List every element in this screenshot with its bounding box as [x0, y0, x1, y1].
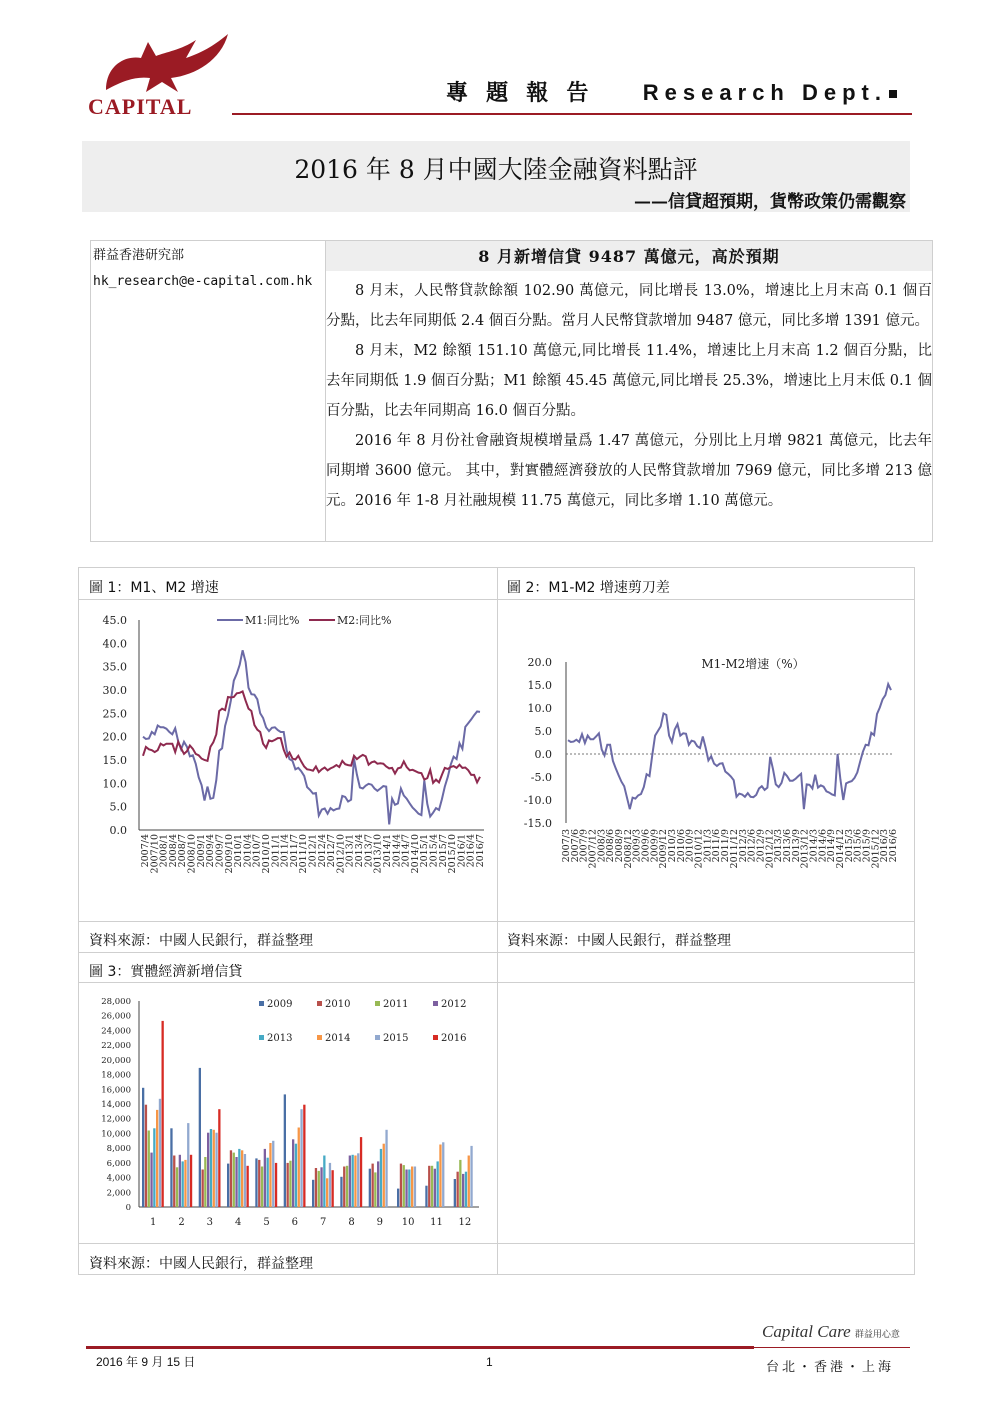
x-tick-label: 2008/9 — [614, 829, 626, 863]
section-headline: 8 月新增信貸 9487 萬億元，高於預期 — [326, 241, 932, 271]
legend-swatch — [259, 1001, 264, 1006]
x-tick-label: 2009/3 — [631, 829, 643, 863]
fig1-caption: 圖 1：M1、M2 增速 — [89, 580, 219, 596]
footer-date: 2016 年 9 月 15 日 — [96, 1355, 196, 1369]
x-tick-label: 2009/6 — [640, 829, 652, 863]
x-tick-label: 2009/7 — [214, 834, 226, 868]
x-tick-label: 2014/10 — [409, 834, 421, 874]
bar-2011-4 — [233, 1153, 235, 1207]
bar-2015-11 — [442, 1142, 444, 1207]
bar-2010-1 — [145, 1105, 147, 1207]
x-tick-label: 2011/4 — [279, 834, 291, 868]
legend-label: 2014 — [325, 1033, 351, 1044]
legend-label: 2012 — [441, 999, 467, 1010]
x-tick-label: 2011/1 — [270, 834, 282, 868]
bar-2014-8 — [354, 1156, 356, 1208]
x-tick-label: 2012/10 — [335, 834, 347, 874]
legend-label: 2016 — [441, 1033, 467, 1044]
new-credit-bar-chart — [79, 983, 497, 1243]
legend-label: 2015 — [383, 1033, 409, 1044]
bar-2014-1 — [156, 1110, 158, 1207]
x-tick-label: 2012/4 — [316, 834, 328, 868]
bar-2010-8 — [343, 1167, 345, 1208]
x-tick-label: 2010/4 — [242, 834, 254, 868]
bar-2014-10 — [411, 1167, 413, 1208]
bar-2014-3 — [213, 1130, 215, 1207]
m1-m2-growth-chart — [79, 600, 497, 920]
bar-2012-10 — [405, 1170, 407, 1208]
y-tick-label: 24,000 — [101, 1026, 131, 1037]
x-tick-label: 2013/9 — [790, 829, 802, 863]
bar-2016-4 — [247, 1166, 249, 1207]
bar-2009-5 — [255, 1158, 257, 1207]
x-tick-label: 2014/3 — [808, 829, 820, 863]
bar-2015-6 — [300, 1109, 302, 1207]
x-tick-label: 2015/10 — [447, 834, 459, 874]
bar-2013-9 — [380, 1149, 382, 1207]
bar-2013-3 — [210, 1129, 212, 1207]
x-tick-label: 1 — [149, 1217, 157, 1228]
y-tick-label: 5.0 — [534, 725, 552, 738]
footer-rule — [86, 1346, 754, 1349]
x-tick-label: 2016/4 — [465, 834, 477, 868]
logo-wordmark: CAPITAL — [88, 94, 193, 119]
x-tick-label: 2014/9 — [826, 829, 838, 863]
x-tick-label: 5 — [263, 1217, 270, 1228]
bar-2009-12 — [454, 1179, 456, 1207]
x-tick-label: 2014/4 — [391, 834, 403, 868]
bar-2014-6 — [298, 1128, 300, 1208]
x-tick-label: 4 — [234, 1217, 242, 1228]
bar-2010-11 — [428, 1166, 430, 1207]
x-tick-label: 2012/6 — [746, 829, 758, 863]
y-tick-label: 15.0 — [527, 679, 552, 692]
legend-label: 2011 — [383, 999, 409, 1010]
y-tick-label: 40.0 — [102, 637, 127, 651]
x-tick-label: 2015/3 — [843, 829, 855, 863]
y-tick-label: 0 — [125, 1203, 131, 1213]
x-tick-label: 2007/12 — [587, 829, 599, 869]
x-tick-label: 2013/4 — [354, 834, 366, 868]
x-tick-label: 12 — [458, 1217, 472, 1228]
bar-2012-5 — [264, 1149, 266, 1207]
x-tick-label: 2010/6 — [675, 829, 687, 863]
bar-2010-5 — [258, 1160, 260, 1207]
bar-2015-8 — [357, 1153, 359, 1207]
brand-name: Capital Care — [762, 1322, 851, 1341]
paragraph: 2016 年 8 月份社會融資規模增量爲 1.47 萬億元，分別比上月增 9821 萬億元，比去年同期增 3600 億元。 其中，對實體經濟發放的人民幣貸款增加 7969 億元，同比多增 213 億元。2016 年 1-8 月社融規模 11.75 萬億元，同比多增 1.10 萬億元。 — [326, 433, 932, 509]
figure-grid — [78, 567, 915, 1275]
x-tick-label: 2011/7 — [288, 834, 300, 868]
y-tick-label: 14,000 — [101, 1100, 131, 1110]
footer-cities: 台北・香港・上海 — [766, 1360, 895, 1375]
x-tick-label: 2011/10 — [298, 834, 310, 874]
x-tick-label: 2013/10 — [372, 834, 384, 874]
x-tick-label: 2010/7 — [251, 834, 263, 868]
x-tick-label: 2011/9 — [720, 829, 732, 863]
bar-2011-8 — [346, 1166, 348, 1207]
bar-2012-12 — [462, 1174, 464, 1207]
bar-2015-10 — [414, 1167, 416, 1208]
bar-2012-9 — [377, 1161, 379, 1207]
bar-2011-3 — [204, 1157, 206, 1207]
legend-swatch — [433, 1001, 438, 1006]
square-icon — [889, 90, 897, 98]
y-tick-label: 4,000 — [106, 1173, 131, 1184]
legend-swatch — [259, 1035, 264, 1040]
series-line-M1:同比% — [143, 650, 480, 824]
bar-2010-10 — [400, 1164, 402, 1207]
bar-2012-4 — [235, 1157, 237, 1207]
x-tick-label: 2016/1 — [456, 834, 468, 868]
x-tick-label: 2009/9 — [649, 829, 661, 863]
x-tick-label: 2008/3 — [596, 829, 608, 863]
author-panel — [91, 241, 326, 541]
x-tick-label: 2010/10 — [260, 834, 272, 874]
x-tick-label: 2010/12 — [693, 829, 705, 869]
x-tick-label: 2015/9 — [861, 829, 873, 863]
bar-2012-6 — [292, 1139, 294, 1207]
legend-label: 2009 — [267, 999, 293, 1010]
bar-2016-3 — [218, 1109, 220, 1207]
x-tick-label: 9 — [376, 1217, 384, 1228]
x-tick-label: 2012/3 — [737, 829, 749, 863]
bar-2011-10 — [403, 1165, 405, 1207]
footer-brand — [762, 1322, 900, 1342]
bar-2009-6 — [284, 1094, 286, 1207]
x-tick-label: 2009/1 — [195, 834, 207, 868]
x-tick-label: 2011/6 — [711, 829, 723, 863]
y-tick-label: 35.0 — [102, 660, 127, 674]
x-tick-label: 2015/1 — [419, 834, 431, 868]
legend-swatch — [375, 1035, 380, 1040]
bar-2009-4 — [227, 1164, 229, 1207]
x-tick-label: 2016/7 — [475, 834, 486, 868]
legend-swatch — [317, 1035, 322, 1040]
bar-2011-6 — [289, 1161, 291, 1207]
y-tick-label: 22,000 — [101, 1041, 131, 1052]
y-tick-label: 20,000 — [101, 1055, 131, 1066]
legend-label: 2013 — [267, 1033, 293, 1044]
bar-2010-4 — [230, 1150, 232, 1207]
bar-2016-1 — [162, 1021, 164, 1207]
x-tick-label: 2 — [178, 1217, 185, 1228]
bar-2011-11 — [431, 1166, 433, 1207]
bar-2009-7 — [312, 1180, 314, 1207]
bar-2016-8 — [360, 1137, 362, 1207]
bar-2010-6 — [287, 1163, 289, 1207]
x-tick-label: 2014/1 — [381, 834, 393, 868]
page-number: 1 — [486, 1355, 493, 1369]
bar-2012-7 — [320, 1167, 322, 1207]
legend-swatch — [375, 1001, 380, 1006]
x-tick-label: 2008/4 — [167, 834, 179, 868]
bar-2012-11 — [434, 1169, 436, 1207]
bar-2010-2 — [173, 1156, 175, 1208]
x-tick-label: 6 — [291, 1217, 299, 1228]
bar-2013-6 — [295, 1144, 297, 1207]
y-tick-label: 12,000 — [101, 1114, 131, 1125]
y-tick-label: 16,000 — [101, 1085, 131, 1096]
x-tick-label: 2012/9 — [755, 829, 767, 863]
y-tick-label: -5.0 — [530, 771, 552, 784]
legend-swatch — [317, 1001, 322, 1006]
bar-2013-12 — [465, 1172, 467, 1207]
x-tick-label: 7 — [319, 1217, 327, 1228]
x-tick-label: 11 — [430, 1217, 443, 1228]
x-tick-label: 2008/12 — [622, 829, 634, 869]
x-tick-label: 2014/12 — [834, 829, 846, 869]
x-tick-label: 2012/1 — [307, 834, 319, 868]
x-tick-label: 2013/7 — [363, 834, 375, 868]
legend-swatch — [433, 1035, 438, 1040]
fig2-caption: 圖 2：M1-M2 增速剪刀差 — [507, 580, 670, 596]
paragraph: 8 月末，人民幣貸款餘額 102.90 萬億元，同比增長 13.0%，增速比上月末高 0.1 個百分點，比去年同期低 2.4 個百分點。當月人民幣貸款增加 9487 億元，同比多增 1391 億元。 — [326, 283, 932, 329]
bar-2014-4 — [241, 1150, 243, 1207]
bar-2013-5 — [267, 1158, 269, 1207]
x-tick-label: 2014/7 — [400, 834, 412, 868]
bar-2011-12 — [459, 1160, 461, 1207]
bar-2012-3 — [207, 1133, 209, 1207]
y-tick-label: 5.0 — [109, 800, 127, 814]
x-tick-label: 2007/6 — [569, 829, 581, 863]
title-block — [82, 141, 910, 212]
y-tick-label: 30.0 — [102, 684, 127, 697]
legend-label: 2010 — [325, 999, 351, 1010]
x-tick-label: 2013/1 — [344, 834, 356, 868]
y-tick-label: 20.0 — [527, 656, 552, 669]
x-tick-label: 2008/1 — [158, 834, 170, 868]
bar-2009-3 — [199, 1068, 201, 1207]
x-tick-label: 2011/3 — [702, 829, 714, 863]
bar-2013-8 — [352, 1155, 354, 1207]
bar-2015-4 — [244, 1154, 246, 1207]
author-email[interactable]: hk_research@e-capital.com.hk — [93, 274, 313, 289]
y-tick-label: 2,000 — [106, 1188, 131, 1199]
bar-2009-2 — [170, 1128, 172, 1207]
x-tick-label: 2013/6 — [781, 829, 793, 863]
bar-2009-9 — [369, 1169, 371, 1207]
x-tick-label: 2007/9 — [578, 829, 590, 863]
bar-2011-2 — [176, 1167, 178, 1207]
bar-2009-1 — [142, 1088, 144, 1207]
y-tick-label: 28,000 — [101, 997, 131, 1007]
x-tick-label: 8 — [348, 1217, 355, 1228]
bar-2014-9 — [383, 1144, 385, 1207]
bar-2010-7 — [315, 1168, 317, 1207]
bar-2016-5 — [275, 1163, 277, 1207]
bar-2015-12 — [470, 1146, 472, 1207]
bar-2010-9 — [372, 1164, 374, 1207]
y-tick-label: 0.0 — [534, 748, 552, 761]
bar-2009-8 — [340, 1177, 342, 1207]
series-line-M2:同比% — [143, 691, 480, 783]
bar-2015-5 — [272, 1141, 274, 1207]
x-tick-label: 2007/3 — [561, 829, 572, 863]
x-tick-label: 2008/6 — [605, 829, 617, 863]
bar-2013-11 — [437, 1161, 439, 1207]
bar-2012-1 — [150, 1153, 152, 1207]
y-tick-label: 25.0 — [102, 707, 127, 721]
y-tick-label: 10,000 — [101, 1129, 131, 1140]
x-tick-label: 2014/6 — [817, 829, 829, 863]
x-tick-label: 2007/10 — [149, 834, 161, 874]
y-tick-label: 20.0 — [102, 730, 127, 744]
summary-section — [90, 240, 933, 542]
bar-2014-2 — [184, 1160, 186, 1207]
y-tick-label: 26,000 — [101, 1011, 131, 1022]
y-tick-label: 45.0 — [102, 614, 127, 627]
page-title: 2016 年 8 月中國大陸金融資料點評 — [294, 155, 698, 184]
bar-2014-7 — [326, 1178, 328, 1207]
bar-2016-2 — [190, 1155, 192, 1207]
y-tick-label: 18,000 — [101, 1070, 131, 1081]
dept-en: Research Dept. — [642, 80, 887, 105]
y-tick-label: 0.0 — [109, 824, 127, 837]
author-department: 群益香港研究部 — [93, 248, 185, 263]
x-tick-label: 3 — [206, 1217, 214, 1228]
fig2-source: 資料來源：中國人民銀行，群益整理 — [507, 933, 731, 949]
eagle-icon — [106, 34, 228, 92]
x-tick-label: 2011/12 — [728, 829, 740, 869]
bar-2012-8 — [349, 1156, 351, 1208]
x-tick-label: 2010/9 — [684, 829, 696, 863]
fig3-caption: 圖 3：實體經濟新增信貸 — [89, 964, 243, 980]
bar-2016-6 — [303, 1105, 305, 1207]
x-tick-label: 2015/7 — [437, 834, 449, 868]
page-subtitle: ——信貸超預期，貨幣政策仍需觀察 — [634, 192, 906, 212]
y-tick-label: 6,000 — [106, 1158, 131, 1169]
bar-2012-2 — [179, 1155, 181, 1207]
legend-label: M1:同比% — [245, 614, 300, 627]
m1-m2-spread-chart — [498, 600, 914, 920]
dept-zh: 專 題 報 告 — [446, 80, 595, 105]
x-tick-label: 2015/4 — [428, 834, 440, 868]
chart-title: M1-M2增速（%） — [701, 657, 805, 671]
x-tick-label: 2010/3 — [667, 829, 679, 863]
bar-2015-7 — [329, 1163, 331, 1207]
bar-2015-1 — [159, 1099, 161, 1207]
x-tick-label: 2009/12 — [658, 829, 670, 869]
bar-2013-4 — [238, 1149, 240, 1207]
x-tick-label: 2013/3 — [773, 829, 785, 863]
bar-2009-11 — [425, 1186, 427, 1207]
bar-2011-7 — [318, 1171, 320, 1207]
series-line-spread — [568, 684, 891, 809]
brand-slogan: 群益用心意 — [854, 1330, 900, 1340]
y-tick-label: 10.0 — [102, 777, 127, 791]
y-tick-label: 10.0 — [527, 702, 552, 715]
bar-2015-9 — [385, 1130, 387, 1207]
y-tick-label: -10.0 — [523, 794, 552, 807]
x-tick-label: 2008/10 — [186, 834, 198, 874]
bar-2013-2 — [182, 1161, 184, 1207]
bar-2011-5 — [261, 1167, 263, 1208]
header-rule — [232, 113, 912, 115]
bar-2010-12 — [457, 1172, 459, 1207]
x-tick-label: 2010/1 — [233, 834, 245, 868]
footer-rule-thin — [754, 1347, 910, 1348]
x-tick-label: 2016/6 — [888, 829, 899, 863]
x-tick-label: 2012/12 — [764, 829, 776, 869]
x-tick-label: 2016/3 — [879, 829, 891, 863]
bar-2011-9 — [374, 1172, 376, 1207]
x-tick-label: 2015/12 — [870, 829, 882, 869]
bar-2010-3 — [202, 1170, 204, 1208]
bar-2014-5 — [269, 1143, 271, 1207]
bar-2015-3 — [215, 1133, 217, 1207]
x-tick-label: 2009/10 — [223, 834, 235, 874]
bar-2016-7 — [332, 1170, 334, 1207]
x-tick-label: 2007/4 — [140, 834, 151, 868]
report-department — [446, 76, 897, 107]
summary-paragraphs — [326, 276, 932, 516]
y-tick-label: 15.0 — [102, 754, 127, 767]
legend-label: M2:同比% — [337, 614, 392, 627]
fig3-source: 資料來源：中國人民銀行，群益整理 — [89, 1256, 313, 1272]
bar-2011-1 — [148, 1131, 150, 1208]
x-tick-label: 2009/4 — [205, 834, 217, 868]
y-tick-label: 8,000 — [106, 1144, 131, 1155]
bar-2013-10 — [408, 1170, 410, 1208]
fig1-source: 資料來源：中國人民銀行，群益整理 — [89, 933, 313, 949]
summary-body — [326, 241, 932, 541]
x-tick-label: 2015/6 — [852, 829, 864, 863]
bar-2014-12 — [468, 1156, 470, 1208]
x-tick-label: 2012/7 — [326, 834, 338, 868]
paragraph: 8 月末，M2 餘額 151.10 萬億元,同比增長 11.4%，增速比上月末高 1.2 個百分點，比去年同期低 1.9 個百分點；M1 餘額 45.45 萬億元,同比增長 25.3%，增速比上月末低 0.1 個百分點，比去年同期高 16.0 個百分點。 — [326, 343, 932, 419]
y-tick-label: -15.0 — [523, 817, 552, 830]
bar-2009-10 — [397, 1189, 399, 1207]
bar-2015-2 — [187, 1123, 189, 1207]
x-tick-label: 2008/7 — [177, 834, 189, 868]
x-tick-label: 10 — [401, 1217, 415, 1228]
bar-2014-11 — [439, 1145, 441, 1208]
x-tick-label: 2013/12 — [799, 829, 811, 869]
bar-2013-7 — [323, 1156, 325, 1208]
bar-2013-1 — [153, 1128, 155, 1207]
